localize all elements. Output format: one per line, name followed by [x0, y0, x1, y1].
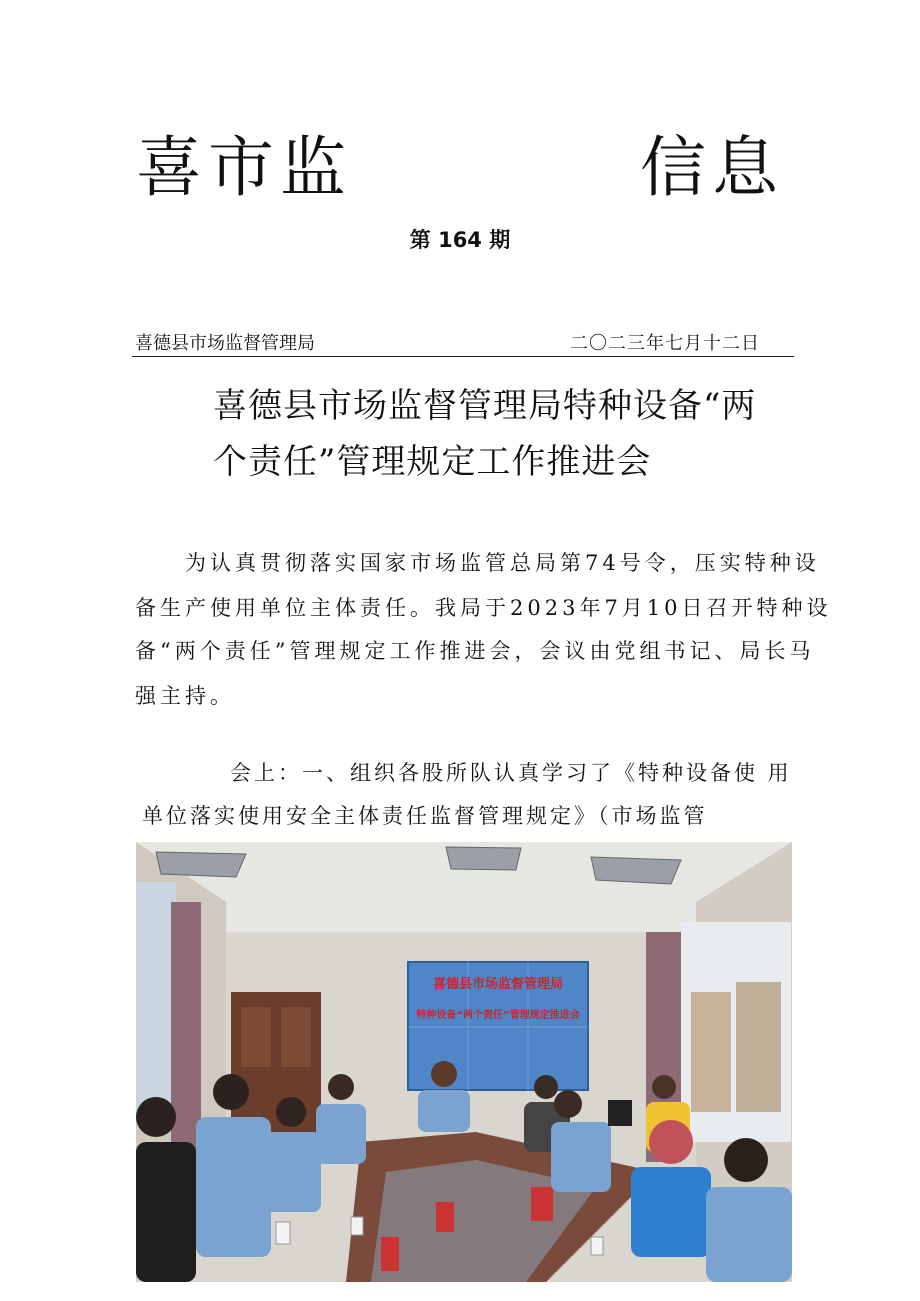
- person-uniform: [196, 1117, 271, 1257]
- ceiling-vent-left: [156, 852, 246, 877]
- article-title-line-1: 喜德县市场监督管理局特种设备“两: [213, 386, 757, 426]
- tea-cup: [276, 1222, 290, 1244]
- masthead-title-right: 信息: [640, 129, 784, 206]
- person-head: [328, 1074, 354, 1100]
- issue-number: 第 164 期: [409, 228, 511, 252]
- ceiling-vent-right: [591, 857, 681, 884]
- window-building: [691, 992, 731, 1112]
- ceiling-vent-center: [446, 847, 521, 870]
- door-panel: [281, 1007, 311, 1067]
- person-uniform: [706, 1187, 792, 1282]
- name-card: [381, 1237, 399, 1271]
- person-head: [276, 1097, 306, 1127]
- screen-text-line-2: 特种设备“两个责任”管理规定推进会: [416, 1010, 580, 1021]
- person-head: [431, 1061, 457, 1087]
- publish-date: 二〇二三年七月十二日: [570, 333, 760, 354]
- paragraph-1-line-1: 为认真贯彻落实国家市场监管总局第74号令，压实特种设: [185, 551, 820, 575]
- masthead-title-left: 喜市监: [136, 129, 352, 206]
- person-head: [534, 1075, 558, 1099]
- paragraph-1-line-4: 强主持。: [135, 684, 235, 708]
- header-divider: [132, 356, 794, 357]
- publisher: 喜德县市场监督管理局: [135, 333, 315, 354]
- window-building: [736, 982, 781, 1112]
- person-head: [554, 1090, 582, 1118]
- article-title-line-2: 个责任”管理规定工作推进会: [213, 442, 652, 482]
- person-blue-shirt: [631, 1167, 711, 1257]
- left-window: [136, 882, 176, 1112]
- meeting-photo: [136, 842, 792, 1282]
- tea-cup: [351, 1217, 363, 1235]
- person-head: [136, 1097, 176, 1137]
- person-head: [724, 1138, 768, 1182]
- person-head: [652, 1075, 676, 1099]
- paragraph-2-line-2: 单位落实使用安全主体责任监督管理规定》（市场监管: [142, 804, 708, 828]
- person-head: [213, 1074, 249, 1110]
- person-uniform: [418, 1090, 470, 1132]
- paragraph-2-line-1: 会上：一、组织各股所队认真学习了《特种设备使 用: [230, 761, 792, 785]
- tea-cup: [591, 1237, 603, 1255]
- name-card: [531, 1187, 553, 1221]
- person-head-red-hair: [649, 1120, 693, 1164]
- person-uniform: [316, 1104, 366, 1164]
- screen-text-line-1: 喜德县市场监督管理局: [432, 977, 564, 992]
- laptop: [608, 1100, 632, 1126]
- door-panel: [241, 1007, 271, 1067]
- name-card: [436, 1202, 454, 1232]
- person-dark-shirt: [136, 1142, 196, 1282]
- paragraph-1-line-3: 备“两个责任”管理规定工作推进会，会议由党组书记、局长马: [135, 639, 815, 663]
- person-uniform: [551, 1122, 611, 1192]
- paragraph-1-line-2: 备生产使用单位主体责任。我局于2023年7月10日召开特种设: [135, 596, 832, 620]
